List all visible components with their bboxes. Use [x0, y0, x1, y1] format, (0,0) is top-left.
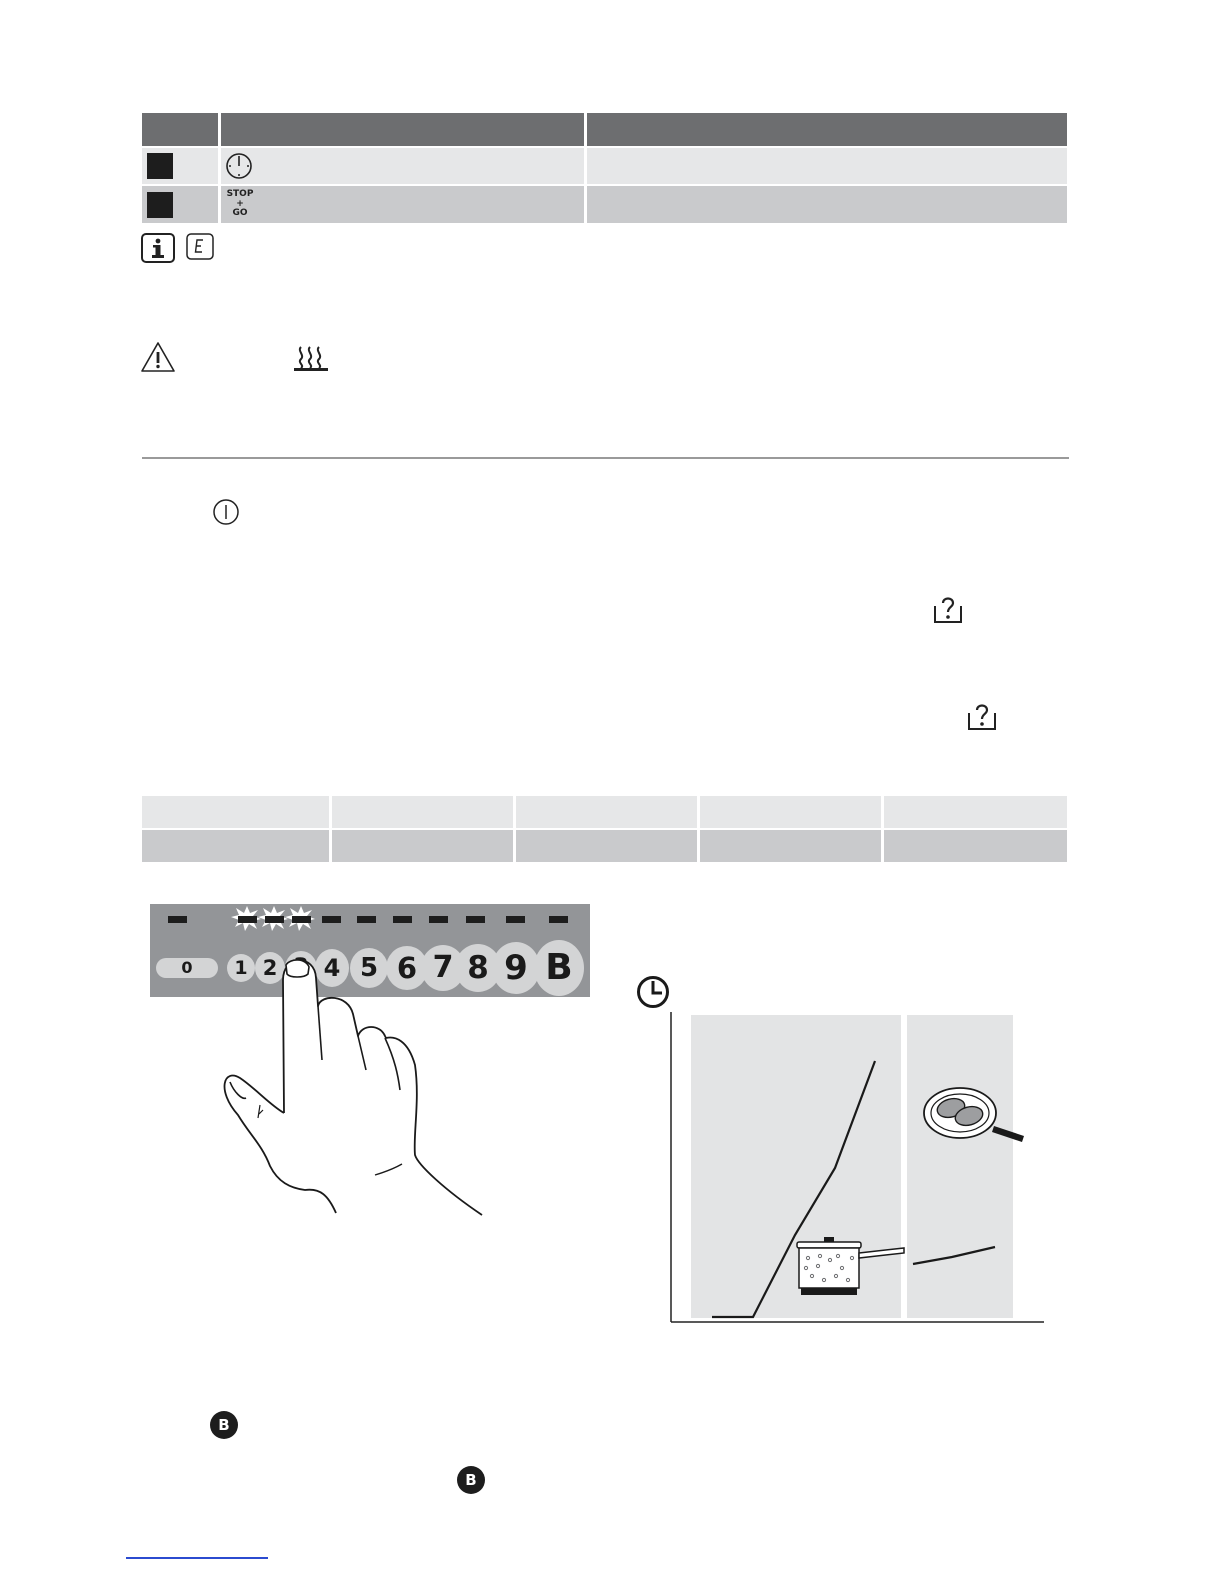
level-indicator [506, 916, 525, 923]
level-key-7[interactable]: 7 [421, 945, 465, 991]
pan-detection-icon [932, 594, 964, 626]
booster-icon: B [457, 1466, 485, 1494]
table-row [884, 830, 1067, 862]
level-key-0[interactable]: 0 [156, 958, 218, 978]
level-indicator [322, 916, 341, 923]
booster-icon: B [210, 1411, 238, 1439]
row-number-box [147, 153, 173, 179]
level-indicator [466, 916, 485, 923]
table-header-cell [700, 796, 881, 828]
stop-go-symbol: STOP + GO [226, 189, 254, 218]
section-divider [142, 457, 1069, 459]
hand-pressing-icon [220, 950, 500, 1220]
level-key-4[interactable]: 4 [315, 949, 349, 987]
flash-burst-icon [228, 905, 318, 931]
level-key-5[interactable]: 5 [350, 948, 388, 988]
table-header-cell [142, 796, 329, 828]
level-indicator [549, 916, 568, 923]
table-row [221, 186, 584, 223]
table-header-cell [221, 113, 584, 146]
level-indicator [429, 916, 448, 923]
e-symbol-icon [186, 233, 214, 261]
table-header-cell [516, 796, 697, 828]
table-header-cell [587, 113, 1067, 146]
frying-pan-icon [922, 1084, 1028, 1146]
timer-icon [225, 152, 253, 180]
residual-heat-icon [292, 344, 330, 372]
boiling-pot-icon [794, 1236, 908, 1298]
table-row [221, 148, 584, 184]
table-header-cell [884, 796, 1067, 828]
table-row [587, 148, 1067, 184]
clock-icon [636, 975, 672, 1011]
table-row [332, 830, 513, 862]
info-icon [141, 233, 175, 263]
level-indicator [357, 916, 376, 923]
level-key-8[interactable]: 8 [455, 944, 501, 992]
level-key-booster[interactable]: B [534, 940, 584, 996]
table-header-cell [142, 113, 218, 146]
table-row [587, 186, 1067, 223]
level-key-9[interactable]: 9 [492, 942, 540, 994]
level-key-6[interactable]: 6 [386, 946, 428, 990]
pan-detection-icon [966, 701, 998, 733]
level-indicator [393, 916, 412, 923]
level-key-2[interactable]: 2 [255, 952, 285, 984]
table-row [142, 830, 329, 862]
level-indicator [168, 916, 187, 923]
warning-icon [140, 340, 176, 374]
table-row [700, 830, 881, 862]
level-key-1[interactable]: 1 [227, 954, 255, 982]
on-off-icon [211, 497, 241, 527]
table-header-cell [332, 796, 513, 828]
page-link-underline[interactable] [126, 1557, 268, 1559]
row-number-box [147, 192, 173, 218]
table-row [516, 830, 697, 862]
